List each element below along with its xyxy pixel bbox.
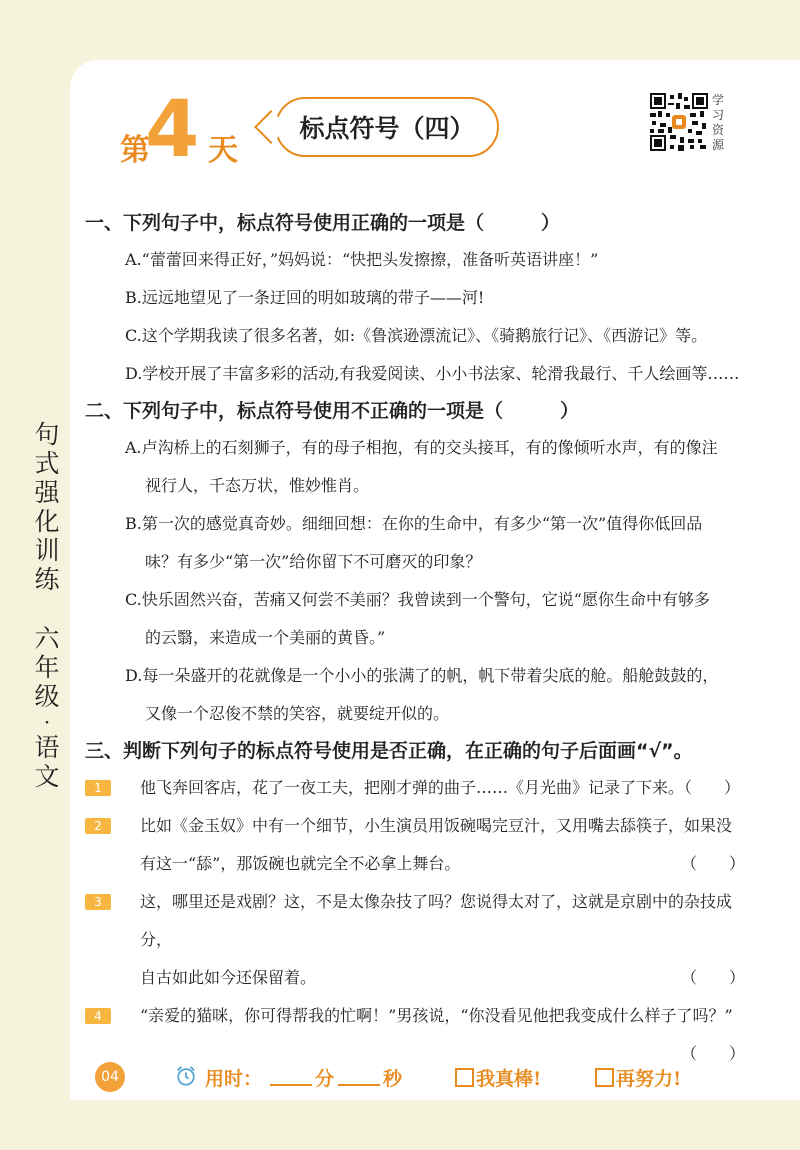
alarm-clock-icon [175, 1065, 197, 1087]
page-number: 04 [95, 1062, 125, 1092]
item-number-badge: 4 [85, 1008, 111, 1024]
try-harder-checkbox[interactable]: 再努力! [595, 1064, 681, 1091]
exercise-content [85, 205, 775, 1073]
item-number-badge: 3 [85, 894, 111, 910]
side-label [30, 420, 64, 791]
judge-item-1: 1 他飞奔回客店，花了一夜工夫，把刚才弹的曲子……《月光曲》记录了下来。（ ） [85, 769, 775, 807]
side-char: 文 [34, 762, 60, 791]
judge-item-2: 2 比如《金玉奴》中有一个细节，小生演员用饭碗喝完豆汁，又用嘴去舔筷子，如果没 有这一“舔”，那饭碗也就完全不必拿上舞台。 （ ） [85, 807, 775, 883]
side-char: 年 [34, 653, 60, 682]
side-char: 六 [34, 624, 60, 653]
option-d: D.学校开展了丰富多彩的活动,有我爱阅读、小小书法家、轮滑我最行、千人绘画等…… [125, 364, 740, 383]
side-char: 化 [34, 507, 60, 536]
checkbox-icon [595, 1068, 614, 1087]
section-2-title: 二、下列句子中，标点符号使用不正确的一项是（ ） [85, 400, 580, 422]
item-number-badge: 1 [85, 780, 111, 796]
judge-item-3: 3 这，哪里还是戏剧？这，不是太像杂技了吗？您说得太对了，这就是京剧中的杂技成分， 自古如此如今还保留着。 （ ） [85, 883, 775, 997]
item-number-badge: 2 [85, 818, 111, 834]
side-char: 式 [34, 449, 60, 478]
option-a: A.“蕾蕾回来得正好，”妈妈说：“快把头发擦擦，准备听英语讲座！” [125, 250, 599, 269]
lesson-title: 标点符号（四） [299, 114, 475, 143]
side-char: 级 [34, 682, 60, 711]
day-number: 4 [145, 85, 200, 175]
time-label: 用时： [205, 1068, 263, 1090]
footer [95, 1060, 755, 1094]
side-char: 语 [34, 733, 60, 762]
answer-parentheses[interactable]: （ ） [680, 1044, 745, 1063]
option-a: A.卢沟桥上的石刻狮子，有的母子相抱，有的交头接耳，有的像倾听水声，有的像注 视行人，千态万状，惟妙惟肖。 [125, 438, 718, 495]
side-char: 练 [34, 565, 60, 594]
side-char: 训 [34, 536, 60, 565]
checkbox-icon [455, 1068, 474, 1087]
judge-item-4: 4 “亲爱的猫咪，你可得帮我的忙啊！”男孩说，“你没看见他把我变成什么样子了吗？” （ ） [85, 997, 775, 1073]
option-b: B.第一次的感觉真奇妙。细细回想：在你的生命中，有多少“第一次”值得你低回品 味？有多少“第一次”给你留下不可磨灭的印象？ [125, 514, 703, 571]
seconds-field[interactable] [338, 1064, 380, 1086]
option-c: C.快乐固然兴奋，苦痛又何尝不美丽？我曾读到一个警句，它说“愿你生命中有够多 的云翳，来造成一个美丽的黄昏。” [125, 590, 710, 647]
answer-parentheses[interactable]: （ ） [680, 854, 745, 873]
minute-label: 分 [315, 1068, 335, 1090]
option-c: C.这个学期我读了很多名著，如:《鲁滨逊漂流记》、《骑鹅旅行记》、《西游记》等。 [125, 326, 708, 345]
side-char: 强 [34, 478, 60, 507]
day-prefix: 第 [120, 133, 150, 168]
answer-parentheses[interactable]: （ ） [680, 968, 745, 987]
qr-label: 学习资源 [712, 93, 725, 152]
minutes-field[interactable] [270, 1064, 312, 1086]
side-char: 句 [34, 420, 60, 449]
lesson-title-box [275, 97, 499, 157]
section-3-title: 三、判断下列句子的标点符号使用是否正确，在正确的句子后面画“√”。 [85, 740, 693, 762]
section-1-title: 一、下列句子中，标点符号使用正确的一项是（ ） [85, 212, 561, 234]
side-char: · [43, 710, 51, 734]
qr-code-icon[interactable] [650, 93, 708, 151]
great-job-checkbox[interactable]: 我真棒! [455, 1064, 541, 1091]
day-suffix: 天 [208, 133, 238, 168]
option-d: D.每一朵盛开的花就像是一个小小的张满了的帆，帆下带着尖底的舱。船舱鼓鼓的， 又像一个忍俊不禁的笑容，就要绽开似的。 [125, 666, 719, 723]
second-label: 秒 [383, 1068, 403, 1090]
option-b: B.远远地望见了一条迂回的明如玻璃的带子——河! [125, 288, 485, 307]
